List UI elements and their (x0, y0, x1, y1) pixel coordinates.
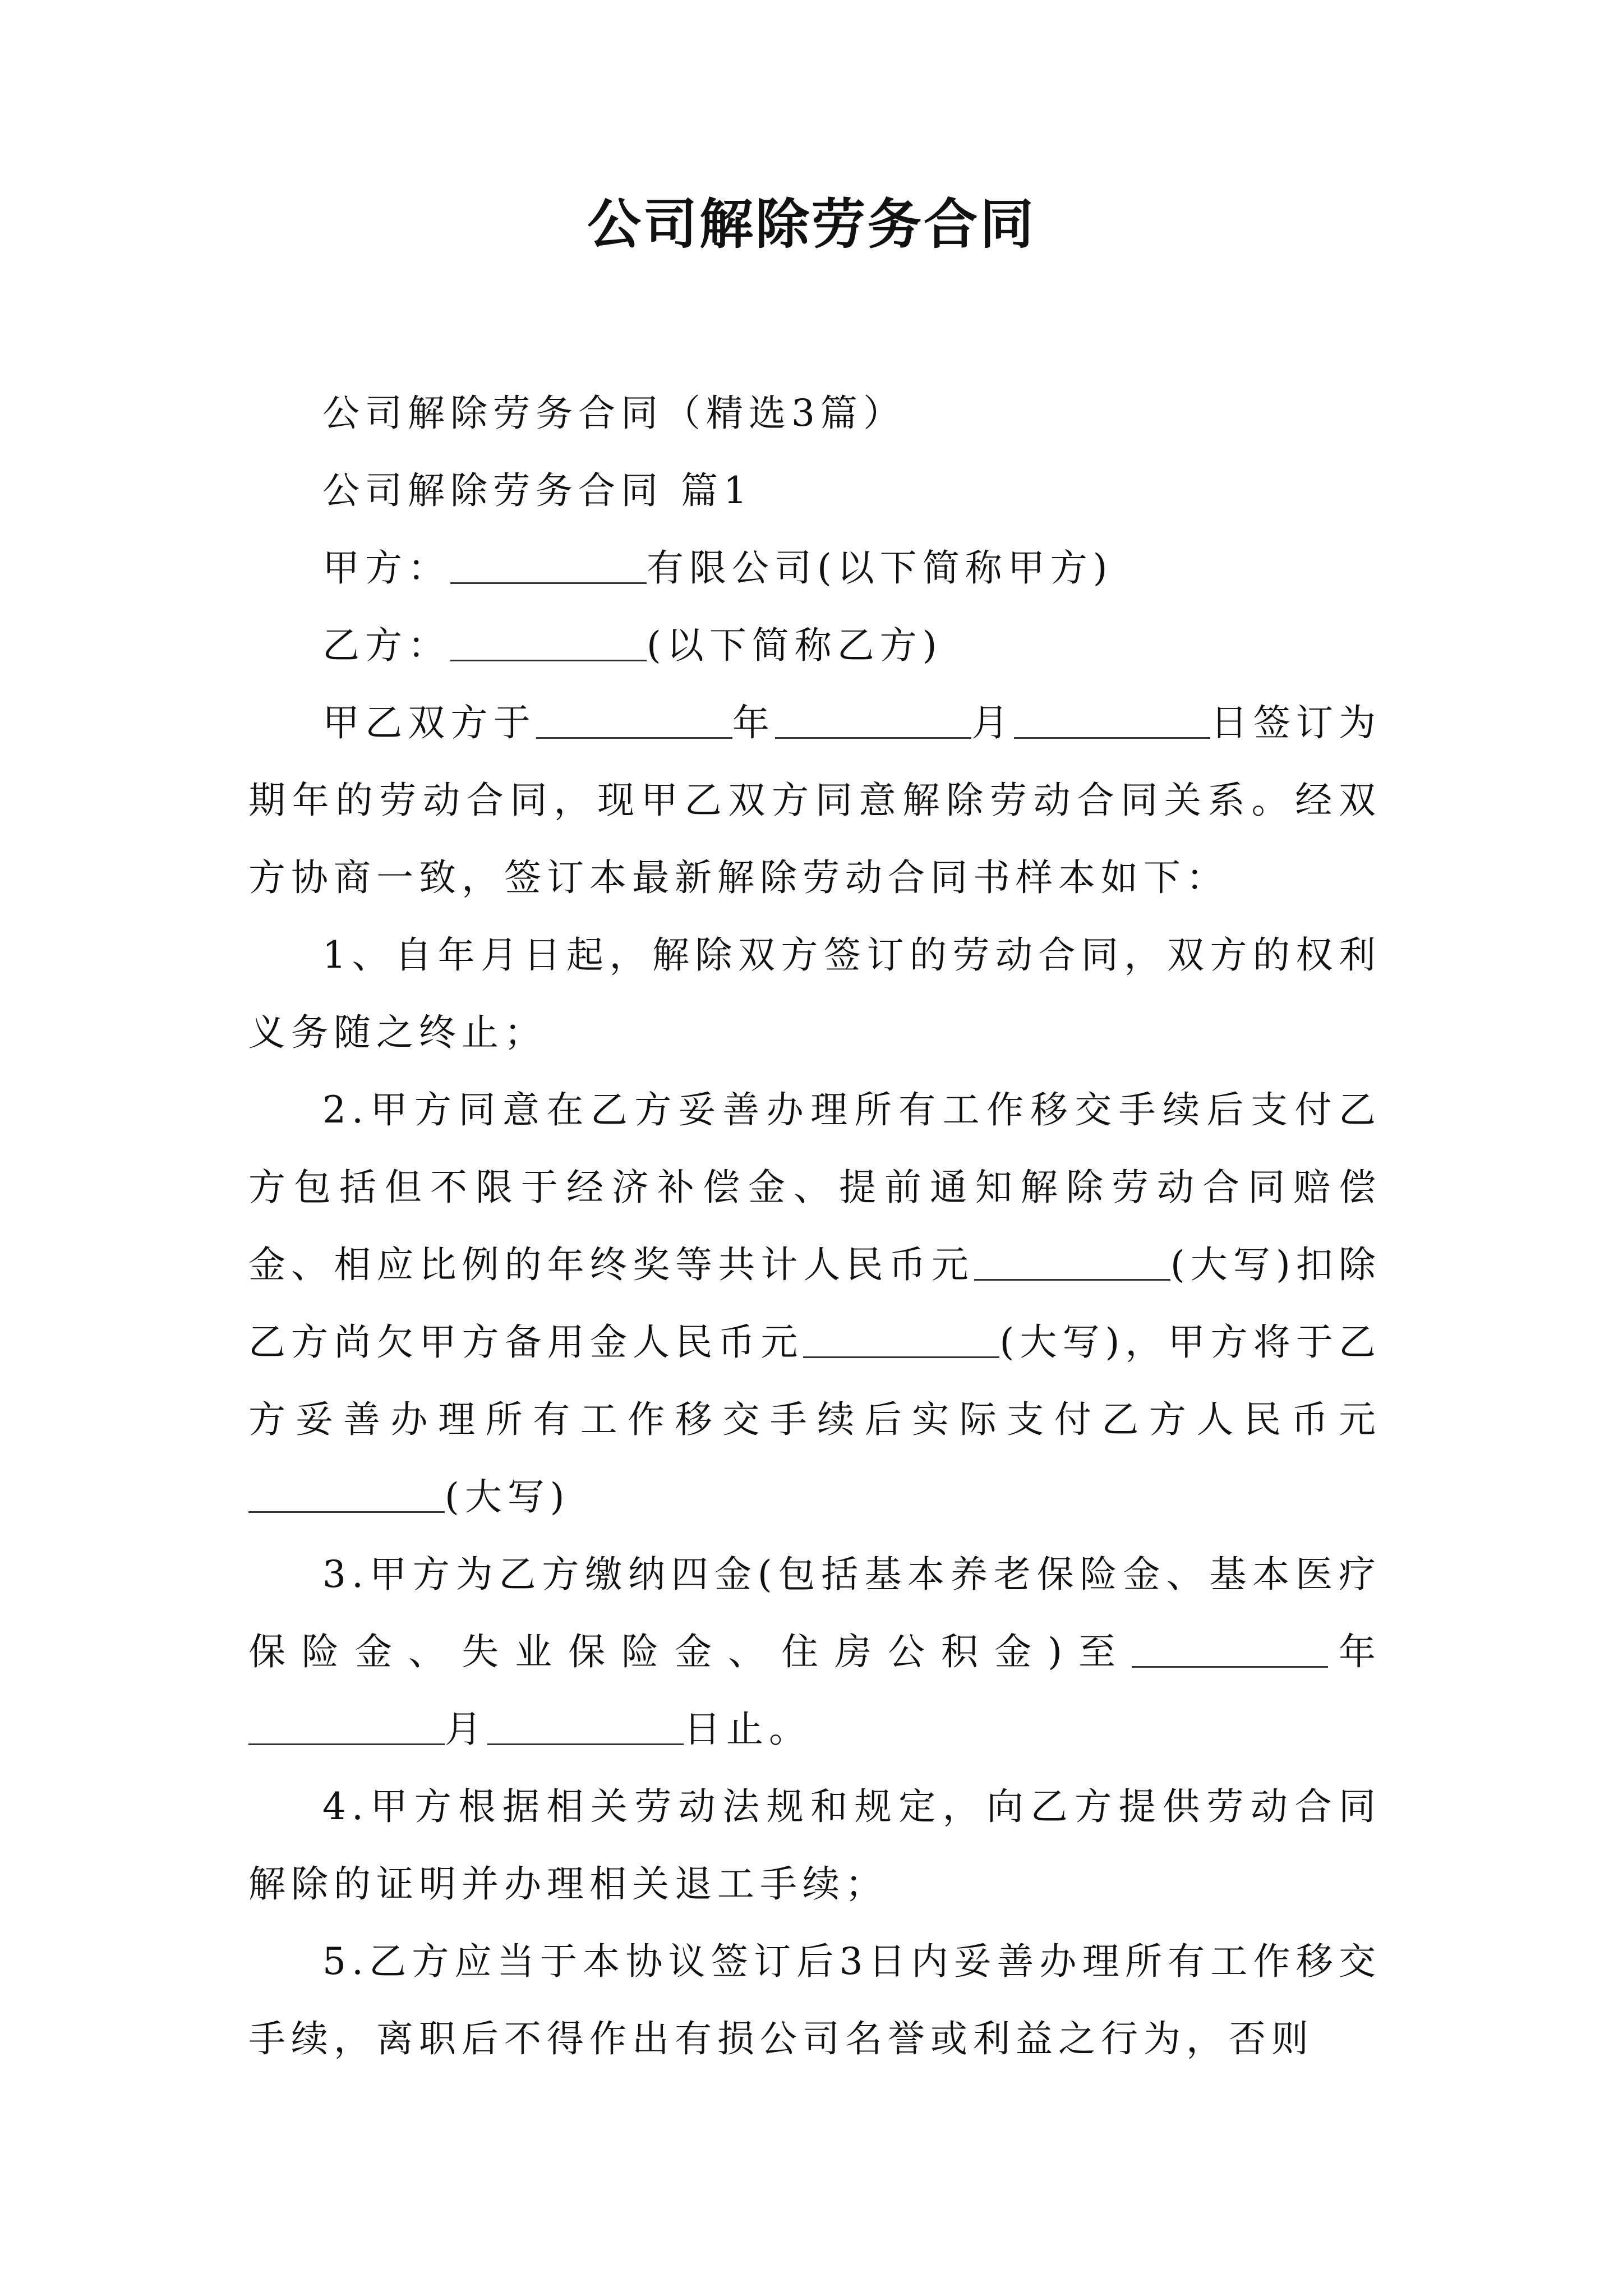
section-heading: 公司解除劳务合同 篇1 (322, 469, 753, 512)
party-a-label: 甲方： (322, 546, 450, 590)
amount-blank-1 (974, 1244, 1170, 1281)
clause-5: 5.乙方应当于本协议签订后3日内妥善办理所有工作移交手续，离职后不得作出有损公司名誉或利益之行为，否则 (248, 1940, 1381, 2060)
party-a-line (248, 530, 1381, 607)
clause-1: 1、自年月日起，解除双方签订的劳动合同，双方的权利义务随之终止； (248, 933, 1381, 1054)
document-body (248, 375, 1381, 2078)
clause-2 (248, 1071, 1381, 1536)
end-year-blank (1132, 1631, 1328, 1668)
party-b-blank (450, 625, 647, 661)
clause-2-text-1: 2.甲方同意在乙方妥善办理所有工作移交手续后支付乙方包括但不限于经济补偿金、提前通知解除劳动合同赔偿金、相应比例的年终奖等共计人民币元 (248, 1088, 1381, 1286)
party-b-suffix: (以下简称乙方) (647, 624, 943, 667)
clause-2-text-4: (大写) (445, 1475, 570, 1519)
end-month-blank (248, 1709, 445, 1745)
intro-text-4: 日签订为期年的劳动合同，现甲乙双方同意解除劳动合同关系。经双方协商一致，签订本最新解除劳动合同书样本如下： (248, 701, 1382, 899)
clause-3 (248, 1536, 1381, 1768)
party-a-suffix: 有限公司(以下简称甲方) (647, 546, 1113, 590)
clause-3-text-4: 日止。 (684, 1708, 811, 1751)
end-day-blank (487, 1709, 684, 1745)
clause-4: 4.甲方根据相关劳动法规和规定，向乙方提供劳动合同解除的证明并办理相关退工手续； (248, 1785, 1381, 1906)
intro-text-2: 年 (732, 701, 776, 744)
party-b-line (248, 607, 1381, 684)
day-blank (1014, 702, 1210, 739)
clause-3-text-1: 3.甲方为乙方缴纳四金(包括基本养老保险金、基本医疗保险金、失业保险金、住房公积金)至 (248, 1553, 1381, 1673)
clause-3-text-2: 年 (1328, 1630, 1382, 1673)
clause-3-text-3: 月 (445, 1708, 487, 1751)
intro-text-1: 甲乙双方于 (322, 701, 536, 744)
intro-text-3: 月 (971, 701, 1015, 744)
party-a-blank (450, 547, 647, 584)
intro-paragraph (248, 684, 1381, 917)
month-blank (775, 702, 971, 739)
year-blank (536, 702, 732, 739)
party-b-label: 乙方： (322, 624, 450, 667)
amount-blank-2 (803, 1322, 999, 1358)
document-subtitle: 公司解除劳务合同（精选3篇） (322, 392, 906, 435)
clause-2-text-3: (大写)，甲方将于乙方妥善办理所有工作移交手续后实际支付乙方人民币元 (248, 1320, 1382, 1441)
amount-blank-3 (248, 1476, 445, 1513)
document-title: 公司解除劳务合同 (587, 193, 1036, 256)
clause-2-text-2: (大写)扣除乙方尚欠甲方备用金人民币元 (248, 1243, 1382, 1364)
